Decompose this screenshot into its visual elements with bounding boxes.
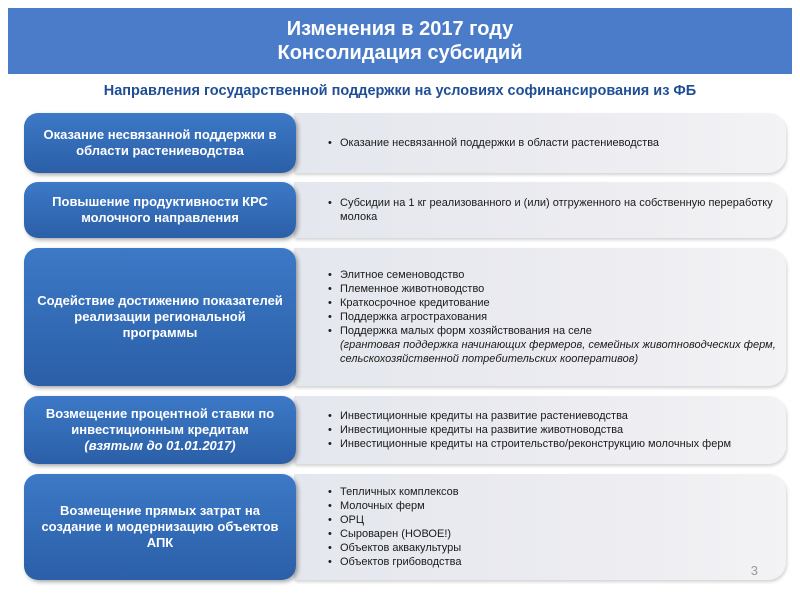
support-row-4	[24, 396, 786, 464]
page-number: 3	[750, 563, 758, 578]
list-item: • Краткосрочное кредитование	[328, 296, 776, 310]
support-row-2	[24, 182, 786, 238]
support-row-2-details	[294, 182, 786, 238]
support-row-4-list	[328, 409, 776, 451]
support-row-5	[24, 474, 786, 580]
list-item: • Элитное семеноводство	[328, 268, 776, 282]
support-row-1-list	[328, 136, 776, 150]
row-title-text: Содействие достижению показателей реализации региональной программы	[37, 293, 283, 340]
row-title-text: Повышение продуктивности КРС молочного направления	[52, 194, 268, 225]
support-row-2-list	[328, 196, 776, 224]
support-row-4-title	[24, 396, 296, 464]
row-title-text: Возмещение прямых затрат на создание и модернизацию объектов АПК	[41, 503, 279, 550]
slide-subtitle: Направления государственной поддержки на условиях софинансирования из ФБ	[103, 83, 697, 99]
grant-support-note: (грантовая поддержка начинающих фермеров, семейных животноводческих ферм, сельскохозяйственной потребительских кооперативов)	[340, 339, 776, 365]
list-item: • Инвестиционные кредиты на строительство/реконструкцию молочных ферм	[328, 437, 776, 451]
support-row-1-title	[24, 113, 296, 173]
list-item: • Инвестиционные кредиты на развитие растениеводства	[328, 409, 776, 423]
list-item: • Поддержка малых форм хозяйствования на селе	[328, 324, 776, 338]
list-item: • Инвестиционные кредиты на развитие животноводства	[328, 423, 776, 437]
row-title-text: Оказание несвязанной поддержки в области растениеводства	[43, 127, 277, 158]
list-item: • Племенное животноводство	[328, 282, 776, 296]
list-item: • Оказание несвязанной поддержки в области растениеводства	[328, 136, 776, 150]
slide-header	[8, 8, 792, 74]
list-item: • Сыроварен (НОВОЕ!)	[328, 527, 776, 541]
header-title-line1: Изменения в 2017 году	[286, 18, 514, 40]
support-row-2-title	[24, 182, 296, 238]
support-row-1-details	[294, 113, 786, 173]
support-row-3-details	[294, 248, 786, 386]
support-row-5-details	[294, 474, 786, 580]
list-item: • Объектов грибоводства	[328, 555, 776, 569]
row-title-text: Возмещение процентной ставки по инвестиционным кредитам	[45, 406, 275, 437]
row-title-note: (взятым до 01.01.2017)	[84, 438, 236, 453]
list-item: • Молочных ферм	[328, 499, 776, 513]
support-row-4-details	[294, 396, 786, 464]
list-item: • Поддержка агрострахования	[328, 310, 776, 324]
support-row-3	[24, 248, 786, 386]
support-row-1	[24, 113, 786, 173]
list-item: • Тепличных комплексов	[328, 485, 776, 499]
support-row-5-title	[24, 474, 296, 580]
support-row-5-list	[328, 485, 776, 569]
list-item: • Объектов аквакультуры	[328, 541, 776, 555]
header-title-line2: Консолидация субсидий	[277, 42, 523, 64]
support-row-3-list	[328, 268, 776, 338]
list-item: • Субсидии на 1 кг реализованного и (или) отгруженного на собственную переработку молока	[328, 196, 776, 224]
support-row-3-title	[24, 248, 296, 386]
list-item: • ОРЦ	[328, 513, 776, 527]
